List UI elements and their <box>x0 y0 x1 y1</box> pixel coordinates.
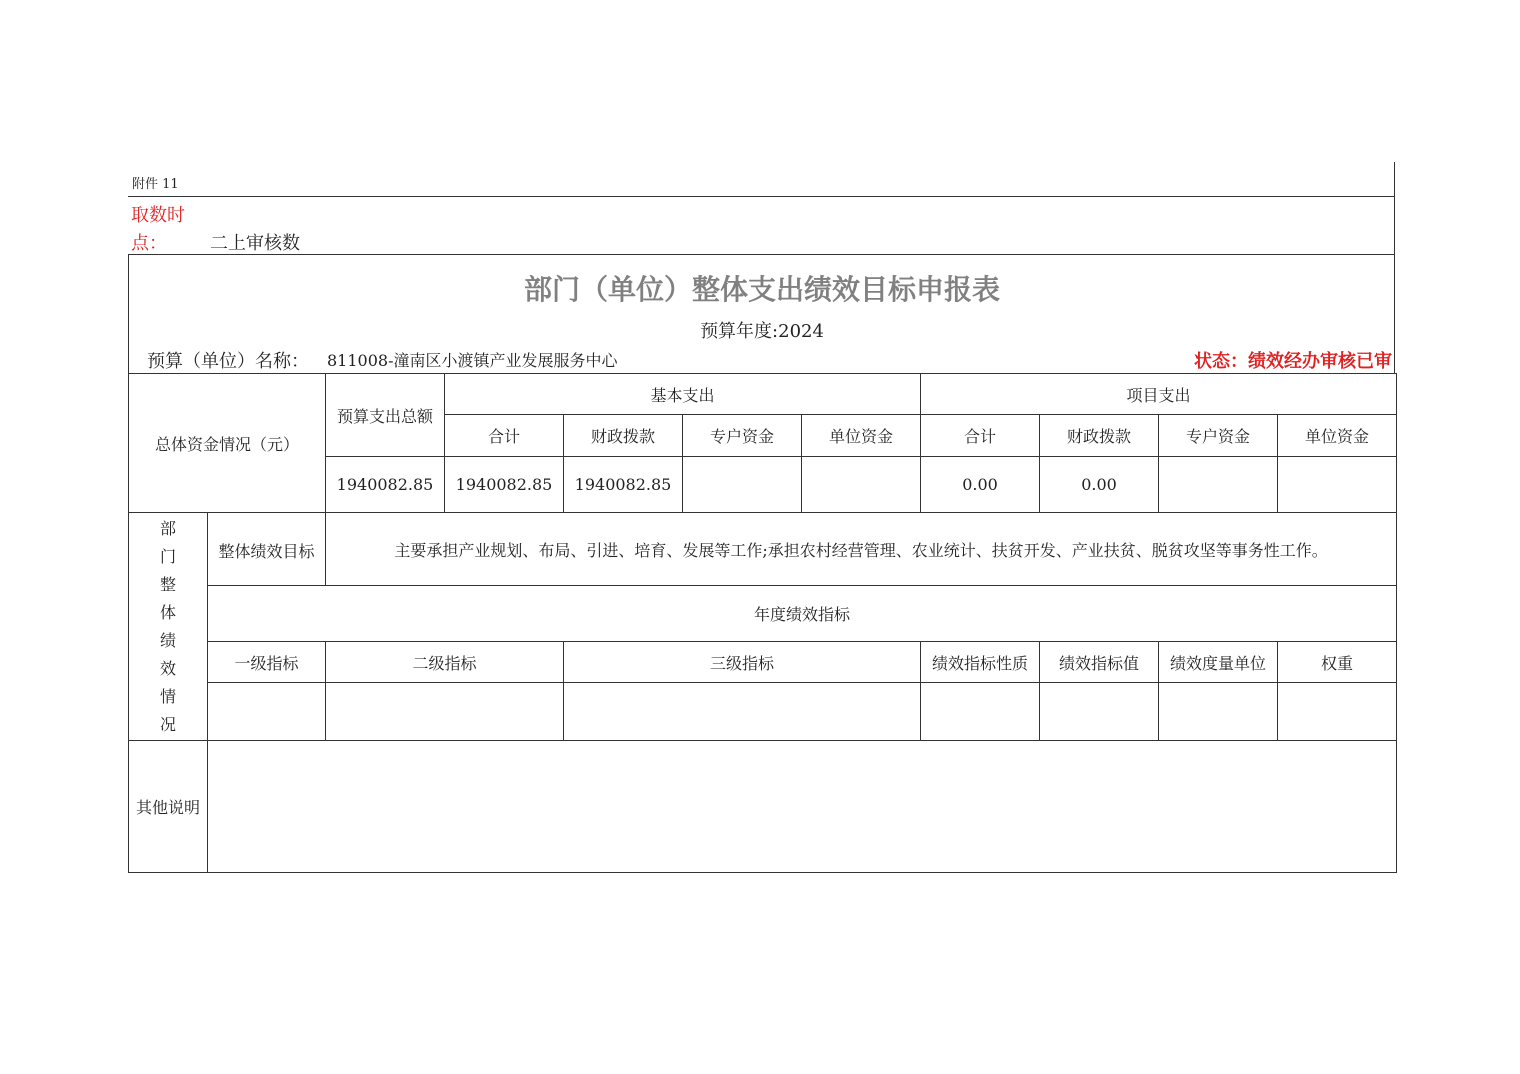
indicator-cell <box>1040 683 1159 741</box>
sub-header: 单位资金 <box>1278 415 1397 457</box>
indicator-header: 二级指标 <box>326 642 564 683</box>
indicator-cell <box>1278 683 1397 741</box>
sub-header: 财政拨款 <box>564 415 683 457</box>
funds-value-cell: 1940082.85 <box>564 457 683 513</box>
unit-name-label: 预算（单位）名称： <box>147 351 309 372</box>
side-label-char: 整 <box>159 574 176 594</box>
funds-value-cell <box>1159 457 1278 513</box>
side-label-char: 效 <box>159 658 176 678</box>
indicators-title: 年度绩效指标 <box>208 586 1397 642</box>
sub-header: 财政拨款 <box>1040 415 1159 457</box>
data-point-label-2: 点： <box>131 233 167 254</box>
goal-text: 主要承担产业规划、布局、引进、培育、发展等工作;承担农村经营管理、农业统计、扶贫开发、产业扶贫、脱贫攻坚等事务性工作。 <box>326 513 1397 586</box>
indicator-cell <box>921 683 1040 741</box>
sub-header: 合计 <box>445 415 564 457</box>
frame-line-2 <box>128 254 1395 255</box>
indicator-header: 绩效指标值 <box>1040 642 1159 683</box>
side-label-char: 体 <box>159 602 176 622</box>
other-content <box>208 741 1397 873</box>
side-label-char: 况 <box>159 714 176 734</box>
funds-value-cell <box>1278 457 1397 513</box>
attachment-label: 附件 11 <box>132 177 179 192</box>
funds-row-label: 总体资金情况（元） <box>129 374 326 513</box>
frame-line-1 <box>128 196 1395 197</box>
indicator-header: 权重 <box>1278 642 1397 683</box>
sub-header: 专户资金 <box>1159 415 1278 457</box>
side-label-char: 门 <box>159 546 176 566</box>
indicator-header: 一级指标 <box>208 642 326 683</box>
status-text: 状态：绩效经办审核已审 <box>1194 351 1392 372</box>
indicator-header: 绩效度量单位 <box>1159 642 1278 683</box>
performance-side-label <box>129 513 208 741</box>
project-header: 项目支出 <box>921 374 1397 415</box>
indicator-cell <box>1159 683 1278 741</box>
unit-name-value: 811008-潼南区小渡镇产业发展服务中心 <box>327 351 618 370</box>
indicator-header: 绩效指标性质 <box>921 642 1040 683</box>
data-point-value: 二上审核数 <box>210 233 300 254</box>
funds-value-cell: 1940082.85 <box>445 457 564 513</box>
indicator-cell <box>564 683 921 741</box>
indicator-cell <box>326 683 564 741</box>
side-label-char: 部 <box>159 518 176 538</box>
side-label-char: 绩 <box>159 630 176 650</box>
goal-label: 整体绩效目标 <box>208 513 326 586</box>
total-header: 预算支出总额 <box>326 374 445 457</box>
data-point-label-1: 取数时 <box>131 205 185 226</box>
sub-header: 合计 <box>921 415 1040 457</box>
sub-header: 专户资金 <box>683 415 802 457</box>
side-label-char: 情 <box>159 686 176 706</box>
funds-value-cell <box>683 457 802 513</box>
indicator-cell <box>208 683 326 741</box>
performance-table <box>128 373 1397 873</box>
indicator-header: 三级指标 <box>564 642 921 683</box>
page-title: 部门（单位）整体支出绩效目标申报表 <box>523 273 1000 306</box>
funds-value-cell: 1940082.85 <box>326 457 445 513</box>
funds-value-cell: 0.00 <box>1040 457 1159 513</box>
other-label: 其他说明 <box>129 741 208 873</box>
basic-header: 基本支出 <box>445 374 921 415</box>
funds-value-cell <box>802 457 921 513</box>
budget-year: 预算年度:2024 <box>700 321 824 342</box>
funds-value-cell: 0.00 <box>921 457 1040 513</box>
sub-header: 单位资金 <box>802 415 921 457</box>
